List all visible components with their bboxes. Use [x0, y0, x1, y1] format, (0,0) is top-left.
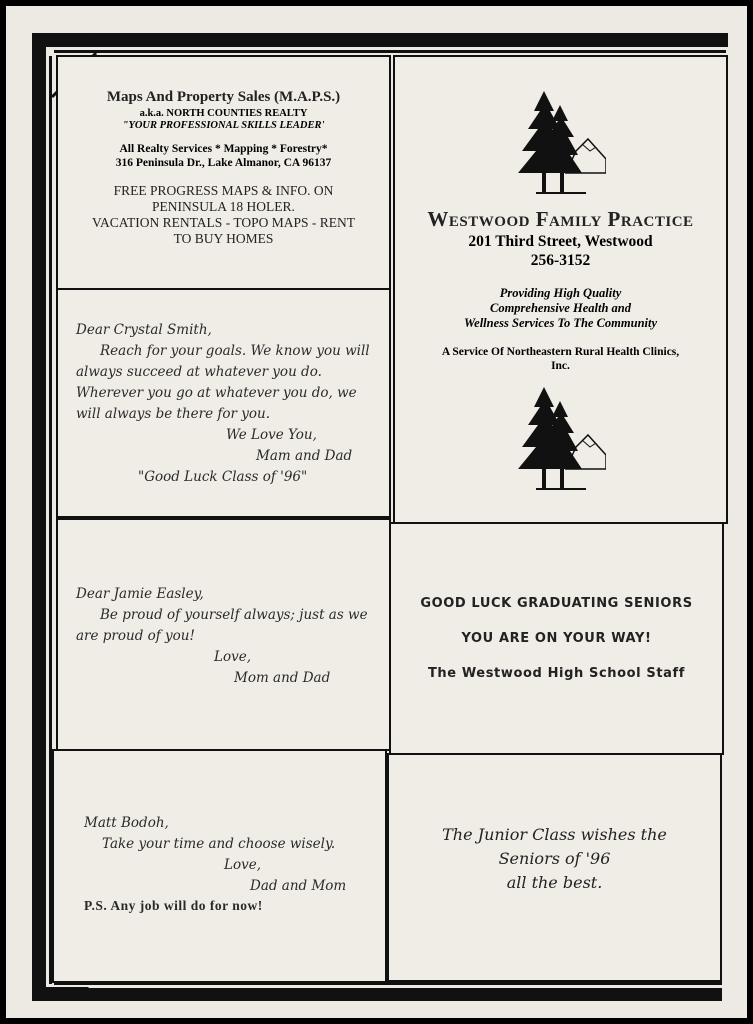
note-line: Reach for your goals. We know you will: [100, 343, 370, 359]
note-greeting: Matt Bodoh,: [84, 815, 169, 831]
maps-aka: a.k.a. NORTH COUNTIES REALTY: [139, 108, 308, 119]
note-ps: P.S. Any job will do for now!: [84, 898, 263, 913]
westwood-desc-line: Providing High Quality: [499, 286, 622, 300]
maps-slogan: "YOUR PROFESSIONAL SKILLS LEADER': [122, 120, 325, 131]
note-greeting: Dear Jamie Easley,: [76, 586, 204, 602]
frame-top-bar: [32, 33, 728, 47]
maps-address: 316 Peninsula Dr., Lake Almanor, CA 96137: [115, 157, 332, 169]
westwood-description: [395, 286, 726, 331]
westwood-name: Westwood Family Practice: [427, 207, 694, 231]
junior-line: Seniors of '96: [498, 849, 611, 868]
note-signature: Dad and Mom: [250, 878, 347, 894]
westwood-family-practice-ad: [393, 55, 728, 524]
frame-bottom-bar: [32, 988, 722, 1001]
westwood-staff-ad: [389, 522, 724, 755]
maps-offer-line: TO BUY HOMES: [173, 231, 274, 246]
westwood-service: [395, 345, 726, 373]
maps-services: All Realty Services * Mapping * Forestry*: [119, 143, 328, 155]
westwood-desc-line: Wellness Services To The Community: [463, 316, 658, 330]
staff-line: GOOD LUCK GRADUATING SENIORS: [420, 596, 693, 611]
crystal-smith-note: [56, 288, 391, 518]
note-line: are proud of you!: [76, 628, 195, 644]
note-line: always succeed at whatever you do.: [76, 364, 322, 380]
junior-class-ad: [387, 753, 722, 982]
staff-signature: The Westwood High School Staff: [427, 666, 686, 681]
note-postscript: "Good Luck Class of '96": [138, 469, 308, 485]
maps-offer-line: VACATION RENTALS - TOPO MAPS - RENT: [92, 215, 355, 230]
note-greeting: Dear Crystal Smith,: [76, 322, 212, 338]
note-line: will always be there for you.: [76, 406, 270, 422]
westwood-address: 201 Third Street, Westwood: [468, 233, 653, 250]
pine-tree-mountain-icon: [516, 89, 606, 199]
matt-bodoh-note: [52, 749, 387, 983]
westwood-service-line: A Service Of Northeastern Rural Health Clinics,: [441, 346, 680, 358]
junior-line: all the best.: [506, 873, 603, 892]
note-signature: Mom and Dad: [234, 670, 331, 686]
maps-title: Maps And Property Sales (M.A.P.S.): [106, 89, 341, 105]
note-signature: Mam and Dad: [256, 448, 353, 464]
maps-offer-line: FREE PROGRESS MAPS & INFO. ON: [113, 183, 334, 198]
note-line: Be proud of yourself always; just as we: [100, 607, 368, 623]
jamie-easley-note: [56, 518, 391, 751]
westwood-service-line: Inc.: [551, 360, 570, 372]
staff-line: YOU ARE ON YOUR WAY!: [461, 631, 652, 646]
maps-offer: [58, 183, 389, 247]
junior-line: The Junior Class wishes the: [442, 825, 667, 844]
note-closing: We Love You,: [226, 427, 317, 443]
westwood-phone: 256-3152: [530, 252, 591, 269]
note-closing: Love,: [214, 649, 251, 665]
note-line: Wherever you go at whatever you do, we: [76, 385, 357, 401]
maps-offer-line: PENINSULA 18 HOLER.: [152, 199, 295, 214]
frame-top-accent: [54, 50, 726, 53]
note-line: Take your time and choose wisely.: [102, 836, 336, 852]
yearbook-page: [6, 6, 747, 1018]
frame-left-bar: [32, 33, 46, 1001]
westwood-desc-line: Comprehensive Health and: [490, 301, 631, 315]
maps-property-ad: [56, 55, 391, 290]
note-closing: Love,: [224, 857, 261, 873]
pine-tree-mountain-icon: [516, 385, 606, 495]
